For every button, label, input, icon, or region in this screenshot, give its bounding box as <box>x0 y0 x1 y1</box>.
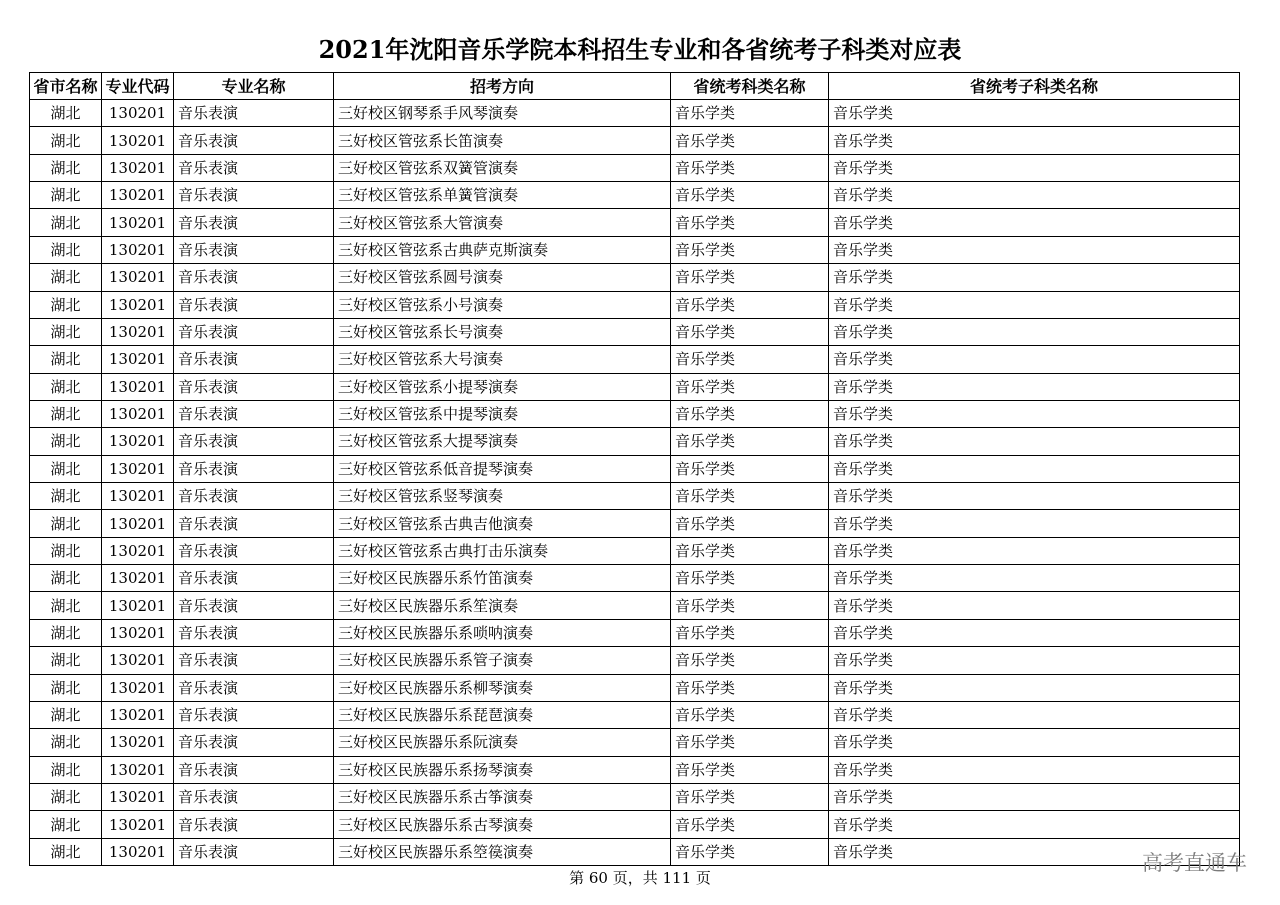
major-cell: 音乐表演 <box>174 674 334 701</box>
province-cell: 湖北 <box>30 346 102 373</box>
header-category: 省统考科类名称 <box>671 73 829 100</box>
code-cell: 130201 <box>102 537 174 564</box>
code-cell: 130201 <box>102 483 174 510</box>
table-row <box>30 647 1240 674</box>
major-cell: 音乐表演 <box>174 592 334 619</box>
category-cell: 音乐学类 <box>671 182 829 209</box>
direction-cell: 三好校区钢琴系手风琴演奏 <box>334 100 671 127</box>
direction-cell: 三好校区管弦系古典吉他演奏 <box>334 510 671 537</box>
header-row <box>30 73 1240 100</box>
category-cell: 音乐学类 <box>671 455 829 482</box>
category-cell: 音乐学类 <box>671 537 829 564</box>
province-cell: 湖北 <box>30 428 102 455</box>
subcategory-cell: 音乐学类 <box>829 264 1240 291</box>
major-cell: 音乐表演 <box>174 756 334 783</box>
major-cell: 音乐表演 <box>174 318 334 345</box>
subcategory-cell: 音乐学类 <box>829 537 1240 564</box>
direction-cell: 三好校区民族器乐系唢呐演奏 <box>334 619 671 646</box>
subcategory-cell: 音乐学类 <box>829 182 1240 209</box>
table-row <box>30 428 1240 455</box>
province-cell: 湖北 <box>30 811 102 838</box>
category-cell: 音乐学类 <box>671 811 829 838</box>
direction-cell: 三好校区民族器乐系阮演奏 <box>334 729 671 756</box>
province-cell: 湖北 <box>30 154 102 181</box>
code-cell: 130201 <box>102 619 174 646</box>
direction-cell: 三好校区管弦系小提琴演奏 <box>334 373 671 400</box>
province-cell: 湖北 <box>30 318 102 345</box>
table-row <box>30 811 1240 838</box>
category-cell: 音乐学类 <box>671 783 829 810</box>
table-row <box>30 236 1240 263</box>
table-row <box>30 154 1240 181</box>
direction-cell: 三好校区民族器乐系竹笛演奏 <box>334 565 671 592</box>
subcategory-cell: 音乐学类 <box>829 400 1240 427</box>
major-cell: 音乐表演 <box>174 811 334 838</box>
code-cell: 130201 <box>102 455 174 482</box>
major-cell: 音乐表演 <box>174 373 334 400</box>
admission-table <box>29 72 1240 866</box>
category-cell: 音乐学类 <box>671 729 829 756</box>
table-row <box>30 264 1240 291</box>
category-cell: 音乐学类 <box>671 592 829 619</box>
province-cell: 湖北 <box>30 209 102 236</box>
category-cell: 音乐学类 <box>671 674 829 701</box>
major-cell: 音乐表演 <box>174 783 334 810</box>
province-cell: 湖北 <box>30 537 102 564</box>
major-cell: 音乐表演 <box>174 100 334 127</box>
major-cell: 音乐表演 <box>174 838 334 865</box>
table-row <box>30 100 1240 127</box>
province-cell: 湖北 <box>30 236 102 263</box>
province-cell: 湖北 <box>30 729 102 756</box>
category-cell: 音乐学类 <box>671 483 829 510</box>
direction-cell: 三好校区民族器乐系扬琴演奏 <box>334 756 671 783</box>
direction-cell: 三好校区民族器乐系古琴演奏 <box>334 811 671 838</box>
table-body <box>30 100 1240 866</box>
code-cell: 130201 <box>102 729 174 756</box>
direction-cell: 三好校区管弦系大号演奏 <box>334 346 671 373</box>
direction-cell: 三好校区管弦系古典萨克斯演奏 <box>334 236 671 263</box>
category-cell: 音乐学类 <box>671 209 829 236</box>
code-cell: 130201 <box>102 291 174 318</box>
table-row <box>30 318 1240 345</box>
province-cell: 湖北 <box>30 619 102 646</box>
table-row <box>30 209 1240 236</box>
province-cell: 湖北 <box>30 701 102 728</box>
major-cell: 音乐表演 <box>174 236 334 263</box>
category-cell: 音乐学类 <box>671 127 829 154</box>
direction-cell: 三好校区民族器乐系箜篌演奏 <box>334 838 671 865</box>
code-cell: 130201 <box>102 264 174 291</box>
province-cell: 湖北 <box>30 510 102 537</box>
subcategory-cell: 音乐学类 <box>829 838 1240 865</box>
table-row <box>30 565 1240 592</box>
table-row <box>30 537 1240 564</box>
subcategory-cell: 音乐学类 <box>829 209 1240 236</box>
table-row <box>30 455 1240 482</box>
table-row <box>30 838 1240 865</box>
category-cell: 音乐学类 <box>671 264 829 291</box>
major-cell: 音乐表演 <box>174 182 334 209</box>
major-cell: 音乐表演 <box>174 455 334 482</box>
subcategory-cell: 音乐学类 <box>829 674 1240 701</box>
watermark-text: 高考直通车 <box>1142 851 1247 875</box>
subcategory-cell: 音乐学类 <box>829 729 1240 756</box>
category-cell: 音乐学类 <box>671 838 829 865</box>
direction-cell: 三好校区管弦系双簧管演奏 <box>334 154 671 181</box>
code-cell: 130201 <box>102 756 174 783</box>
major-cell: 音乐表演 <box>174 701 334 728</box>
code-cell: 130201 <box>102 647 174 674</box>
direction-cell: 三好校区民族器乐系柳琴演奏 <box>334 674 671 701</box>
direction-cell: 三好校区管弦系低音提琴演奏 <box>334 455 671 482</box>
subcategory-cell: 音乐学类 <box>829 592 1240 619</box>
subcategory-cell: 音乐学类 <box>829 428 1240 455</box>
header-major: 专业名称 <box>174 73 334 100</box>
major-cell: 音乐表演 <box>174 400 334 427</box>
subcategory-cell: 音乐学类 <box>829 100 1240 127</box>
code-cell: 130201 <box>102 811 174 838</box>
header-direction: 招考方向 <box>334 73 671 100</box>
subcategory-cell: 音乐学类 <box>829 619 1240 646</box>
code-cell: 130201 <box>102 373 174 400</box>
category-cell: 音乐学类 <box>671 154 829 181</box>
table-row <box>30 182 1240 209</box>
table-row <box>30 127 1240 154</box>
major-cell: 音乐表演 <box>174 565 334 592</box>
table-row <box>30 783 1240 810</box>
code-cell: 130201 <box>102 428 174 455</box>
province-cell: 湖北 <box>30 291 102 318</box>
major-cell: 音乐表演 <box>174 510 334 537</box>
page-title: 2021年沈阳音乐学院本科招生专业和各省统考子科类对应表 <box>318 35 962 64</box>
subcategory-cell: 音乐学类 <box>829 346 1240 373</box>
major-cell: 音乐表演 <box>174 428 334 455</box>
province-cell: 湖北 <box>30 373 102 400</box>
code-cell: 130201 <box>102 318 174 345</box>
table-row <box>30 619 1240 646</box>
direction-cell: 三好校区管弦系古典打击乐演奏 <box>334 537 671 564</box>
province-cell: 湖北 <box>30 127 102 154</box>
province-cell: 湖北 <box>30 838 102 865</box>
category-cell: 音乐学类 <box>671 346 829 373</box>
subcategory-cell: 音乐学类 <box>829 483 1240 510</box>
major-cell: 音乐表演 <box>174 483 334 510</box>
code-cell: 130201 <box>102 100 174 127</box>
category-cell: 音乐学类 <box>671 701 829 728</box>
table-row <box>30 592 1240 619</box>
table-row <box>30 510 1240 537</box>
province-cell: 湖北 <box>30 400 102 427</box>
major-cell: 音乐表演 <box>174 154 334 181</box>
major-cell: 音乐表演 <box>174 619 334 646</box>
major-cell: 音乐表演 <box>174 346 334 373</box>
table-row <box>30 674 1240 701</box>
direction-cell: 三好校区管弦系单簧管演奏 <box>334 182 671 209</box>
direction-cell: 三好校区管弦系大管演奏 <box>334 209 671 236</box>
category-cell: 音乐学类 <box>671 373 829 400</box>
direction-cell: 三好校区管弦系小号演奏 <box>334 291 671 318</box>
major-cell: 音乐表演 <box>174 537 334 564</box>
header-subcategory: 省统考子科类名称 <box>829 73 1240 100</box>
subcategory-cell: 音乐学类 <box>829 455 1240 482</box>
subcategory-cell: 音乐学类 <box>829 756 1240 783</box>
code-cell: 130201 <box>102 346 174 373</box>
subcategory-cell: 音乐学类 <box>829 154 1240 181</box>
province-cell: 湖北 <box>30 100 102 127</box>
major-cell: 音乐表演 <box>174 264 334 291</box>
direction-cell: 三好校区管弦系长笛演奏 <box>334 127 671 154</box>
table-row <box>30 701 1240 728</box>
major-cell: 音乐表演 <box>174 209 334 236</box>
direction-cell: 三好校区民族器乐系琵琶演奏 <box>334 701 671 728</box>
code-cell: 130201 <box>102 400 174 427</box>
province-cell: 湖北 <box>30 783 102 810</box>
major-cell: 音乐表演 <box>174 127 334 154</box>
code-cell: 130201 <box>102 783 174 810</box>
code-cell: 130201 <box>102 154 174 181</box>
category-cell: 音乐学类 <box>671 565 829 592</box>
direction-cell: 三好校区管弦系中提琴演奏 <box>334 400 671 427</box>
table-row <box>30 729 1240 756</box>
province-cell: 湖北 <box>30 674 102 701</box>
category-cell: 音乐学类 <box>671 400 829 427</box>
category-cell: 音乐学类 <box>671 100 829 127</box>
category-cell: 音乐学类 <box>671 318 829 345</box>
direction-cell: 三好校区管弦系圆号演奏 <box>334 264 671 291</box>
direction-cell: 三好校区管弦系长号演奏 <box>334 318 671 345</box>
subcategory-cell: 音乐学类 <box>829 647 1240 674</box>
page-number: 第 60 页，共 111 页 <box>569 869 711 887</box>
subcategory-cell: 音乐学类 <box>829 318 1240 345</box>
province-cell: 湖北 <box>30 647 102 674</box>
province-cell: 湖北 <box>30 483 102 510</box>
category-cell: 音乐学类 <box>671 236 829 263</box>
major-cell: 音乐表演 <box>174 729 334 756</box>
subcategory-cell: 音乐学类 <box>829 510 1240 537</box>
province-cell: 湖北 <box>30 592 102 619</box>
table-row <box>30 400 1240 427</box>
direction-cell: 三好校区民族器乐系笙演奏 <box>334 592 671 619</box>
table-row <box>30 756 1240 783</box>
province-cell: 湖北 <box>30 264 102 291</box>
subcategory-cell: 音乐学类 <box>829 811 1240 838</box>
category-cell: 音乐学类 <box>671 428 829 455</box>
province-cell: 湖北 <box>30 455 102 482</box>
code-cell: 130201 <box>102 565 174 592</box>
code-cell: 130201 <box>102 510 174 537</box>
table-row <box>30 291 1240 318</box>
direction-cell: 三好校区管弦系竖琴演奏 <box>334 483 671 510</box>
code-cell: 130201 <box>102 209 174 236</box>
subcategory-cell: 音乐学类 <box>829 236 1240 263</box>
direction-cell: 三好校区管弦系大提琴演奏 <box>334 428 671 455</box>
province-cell: 湖北 <box>30 756 102 783</box>
category-cell: 音乐学类 <box>671 510 829 537</box>
table-row <box>30 373 1240 400</box>
table-row <box>30 483 1240 510</box>
subcategory-cell: 音乐学类 <box>829 783 1240 810</box>
category-cell: 音乐学类 <box>671 291 829 318</box>
direction-cell: 三好校区民族器乐系古筝演奏 <box>334 783 671 810</box>
header-province: 省市名称 <box>30 73 102 100</box>
province-cell: 湖北 <box>30 565 102 592</box>
code-cell: 130201 <box>102 127 174 154</box>
table-header <box>30 73 1240 100</box>
subcategory-cell: 音乐学类 <box>829 565 1240 592</box>
direction-cell: 三好校区民族器乐系管子演奏 <box>334 647 671 674</box>
header-code: 专业代码 <box>102 73 174 100</box>
major-cell: 音乐表演 <box>174 291 334 318</box>
code-cell: 130201 <box>102 701 174 728</box>
major-cell: 音乐表演 <box>174 647 334 674</box>
table-row <box>30 346 1240 373</box>
category-cell: 音乐学类 <box>671 619 829 646</box>
code-cell: 130201 <box>102 236 174 263</box>
subcategory-cell: 音乐学类 <box>829 127 1240 154</box>
code-cell: 130201 <box>102 838 174 865</box>
code-cell: 130201 <box>102 592 174 619</box>
code-cell: 130201 <box>102 674 174 701</box>
province-cell: 湖北 <box>30 182 102 209</box>
subcategory-cell: 音乐学类 <box>829 291 1240 318</box>
category-cell: 音乐学类 <box>671 647 829 674</box>
subcategory-cell: 音乐学类 <box>829 373 1240 400</box>
code-cell: 130201 <box>102 182 174 209</box>
subcategory-cell: 音乐学类 <box>829 701 1240 728</box>
category-cell: 音乐学类 <box>671 756 829 783</box>
